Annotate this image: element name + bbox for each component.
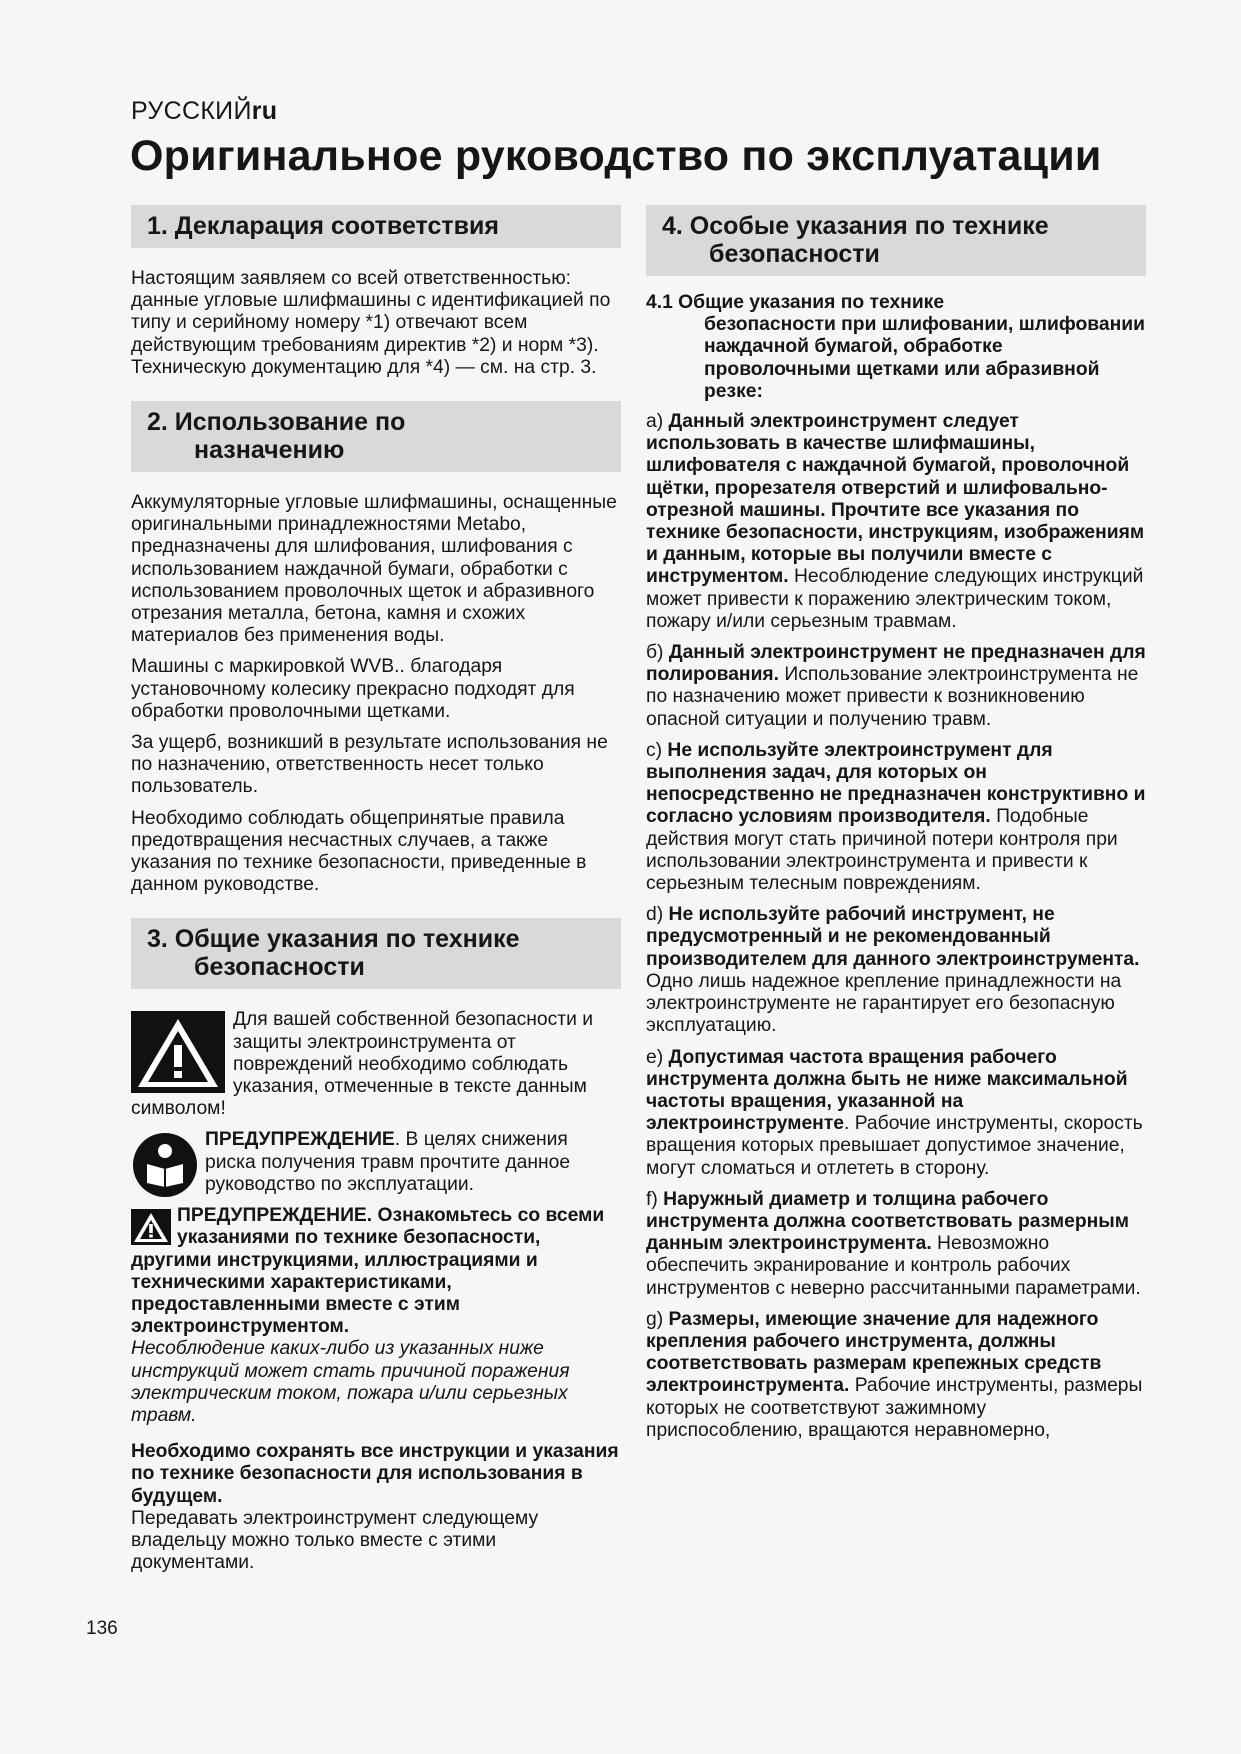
warning1-label: ПРЕДУПРЕЖДЕНИЕ [205, 1129, 395, 1151]
item-bold: Данный электроинструмент следует использовать в качестве шлифмашины, шлифователя с наждачной бумагой, проволочной щётки, прорезателя отверстий и шлифовально-отрезной машины. Прочтите все указания по технике безопасности, инструкциям, изображениям и данным, которые вы получили вместе с инструментом. [646, 411, 1145, 588]
subsection-4-1-line1: 4.1 Общие указания по технике [646, 292, 945, 313]
item-letter: d) [646, 904, 669, 926]
page-number: 136 [86, 1618, 118, 1639]
item-bold: Не используйте электроинструмент для выполнения задач, для которых он непосредственно не предназначен конструктивно и согласно условиям производителя. [646, 739, 1146, 828]
safety-item-c [646, 740, 1146, 895]
section-1-heading [131, 205, 621, 248]
intended-use-p1: Аккумуляторные угловые шлифмашины, оснащенные оригинальными принадлежностями Metabo, предназначены для шлифования, шлифования с использованием наждачной бумаги, обработки с использованием проволочных щеток и абразивного отрезания металла, бетона, камня и схожих материалов без применения воды. [131, 492, 617, 647]
section-3-heading [131, 918, 621, 989]
language-label [131, 97, 277, 126]
item-letter: c) [646, 739, 668, 761]
item-bold: Размеры, имеющие значение для надежного крепления рабочего инструмента, должны соответствовать размерам крепежных средств электроинструмента. [646, 1308, 1102, 1397]
item-text: Невозможно обеспечить экранирование и контроль рабочих инструментов с неверно рассчитанными параметрами. [646, 1233, 1141, 1299]
safety-symbol-text: Для вашей собственной безопасности и защиты электроинструмента от повреждений необходимо соблюдать указания, отмеченные в тексте данным символом! [131, 1009, 593, 1120]
safety-item-e [646, 1047, 1146, 1180]
safety-item-a [646, 411, 1146, 633]
item-letter: f) [646, 1188, 664, 1210]
section-1-heading-text: 1. Декларация соответствия [147, 212, 499, 240]
section-2-heading [131, 401, 621, 472]
item-bold: Не используйте рабочий инструмент, не предусмотренный и не рекомендованный производителем для данного электроинструмента. [646, 904, 1140, 970]
item-letter: e) [646, 1046, 669, 1068]
language-name: РУССКИЙ [131, 97, 252, 125]
page-title: Оригинальное руководство по эксплуатации [130, 132, 1102, 180]
item-text: Подобные действия могут стать причиной потери контроля при использовании электроинструмента и привести к серьезным телесным повреждениям. [646, 806, 1118, 895]
item-bold: Наружный диаметр и толщина рабочего инструмента должна соответствовать размерным данным электроинструмента. [646, 1188, 1129, 1255]
section-4-heading [646, 205, 1146, 276]
safety-item-f [646, 1189, 1146, 1300]
section-4-heading-line2: безопасности [709, 240, 880, 268]
keep-instructions [131, 1441, 621, 1574]
intended-use-p3: За ущерб, возникший в результате использования не по назначению, ответственность несет только пользователь. [131, 732, 608, 798]
keep-bold: Необходимо сохранять все инструкции и указания по технике безопасности для использования в будущем. [131, 1441, 619, 1507]
read-manual-icon [131, 1131, 199, 1199]
section-2-heading-line2: назначению [194, 436, 345, 465]
intended-use-p4: Необходимо соблюдать общепринятые правила предотвращения несчастных случаев, а также указания по технике безопасности, приведенные в данном руководстве. [131, 807, 587, 896]
warning2-bold: ПРЕДУПРЕЖДЕНИЕ. Ознакомьтесь со всеми указаниями по технике безопасности, другими инструкциями, иллюстрациями и техническими характеристиками, предоставленными вместе с этим электроинструментом. [131, 1205, 605, 1338]
item-text: . Рабочие инструменты, скорость вращения которых превышает допустимое значение, могут сломаться и отлететь в сторону. [646, 1113, 1143, 1179]
intended-use-p2: Машины с маркировкой WVB.. благодаря установочному колесику прекрасно подходят для обработки проволочными щетками. [131, 656, 575, 722]
warning1-text: . В целях снижения риска получения травм прочтите данное руководство по эксплуатации. [205, 1129, 571, 1195]
item-letter: б) [646, 642, 669, 664]
keep-text: Передавать электроинструмент следующему владельцу можно только вместе с этими документами. [131, 1507, 539, 1574]
section-4-heading-line1: 4. Особые указания по технике [662, 212, 1049, 240]
item-text: Несоблюдение следующих инструкций может привести к поражению электрическим током, пожару и/или серьезным травмам. [646, 566, 1144, 632]
warning-triangle-icon [131, 1011, 225, 1093]
safety-item-d [646, 904, 1146, 1037]
declaration-text: Настоящим заявляем со всей ответственностью: данные угловые шлифмашины с идентификацией по типу и серийному номеру *1) отвечают всем действующим требованиям директив *2) и норм *3). Техническую документацию для *4) — см. на стр. 3. [131, 268, 611, 378]
warning-icon [131, 1209, 171, 1245]
item-text: Одно лишь надежное крепление принадлежности на электроинструменте не гарантирует его безопасную эксплуатацию. [646, 970, 1122, 1037]
safety-item-b [646, 642, 1146, 731]
section-2-heading-line1: 2. Использование по [147, 408, 406, 437]
subsection-4-1-heading [646, 292, 1146, 403]
read-manual-warning [131, 1129, 621, 1196]
right-column [646, 205, 1146, 1451]
item-bold: Допустимая частота вращения рабочего инструмента должна быть не ниже максимальной частоты вращения, указанной на электроинструменте [646, 1046, 1128, 1135]
item-letter: g) [646, 1308, 669, 1330]
left-column [131, 205, 621, 1583]
section-3-heading-line2: безопасности [194, 953, 365, 982]
language-code: ru [251, 97, 278, 125]
safety-item-g [646, 1309, 1146, 1442]
safety-symbol-note [131, 1009, 621, 1120]
item-bold: Данный электроинструмент не предназначен для полирования. [646, 642, 1146, 686]
subsection-4-1-line2: безопасности при шлифовании, шлифовании наждачной бумагой, обработке проволочными щетками или абразивной резке: [704, 314, 1145, 402]
item-text: Использование электроинструмента не по назначению может привести к возникновению опасной ситуации и получению травм. [646, 664, 1139, 730]
read-all-warnings [131, 1205, 621, 1427]
item-text: Рабочие инструменты, размеры которых не соответствуют зажимному приспособлению, вращаются неравномерно, [646, 1375, 1143, 1441]
section-3-heading-line1: 3. Общие указания по технике [147, 925, 520, 954]
warning2-italic: Несоблюдение каких-либо из указанных ниже инструкций может стать причиной поражения электрическим током, пожара и/или серьезных травм. [131, 1338, 570, 1426]
item-letter: a) [646, 411, 669, 433]
